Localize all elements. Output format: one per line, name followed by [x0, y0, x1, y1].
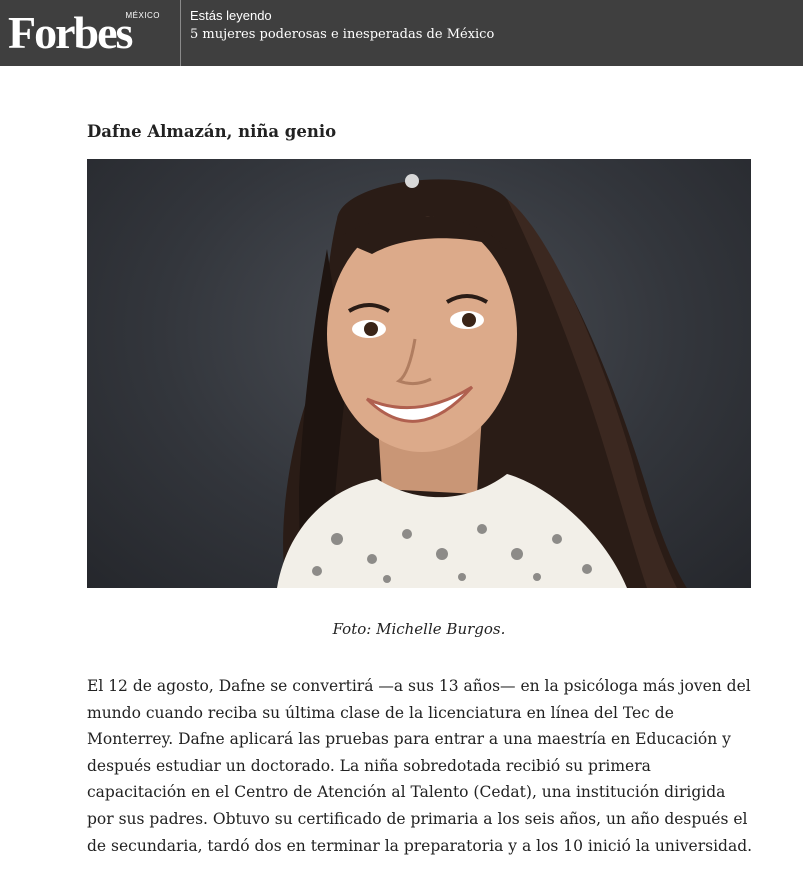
photo-caption: Foto: Michelle Burgos. — [332, 620, 506, 638]
header-divider — [180, 0, 181, 66]
paragraph-line: mundo cuando reciba su última clase de la licenciatura en línea del Tec de — [87, 703, 674, 722]
forbes-logo[interactable] — [8, 7, 168, 58]
article-paragraph — [87, 673, 767, 859]
paragraph-line: después estudiar un doctorado. La niña sobredotada recibió su primera — [87, 756, 651, 775]
paragraph-line: capacitación en el Centro de Atención al Talento (Cedat), una institución dirigida — [87, 783, 726, 802]
logo-wordmark: Forbes — [8, 7, 132, 58]
article-photo — [87, 159, 751, 588]
paragraph-line: de secundaria, tardó dos en terminar la preparatoria y a los 10 inició la universidad. — [87, 836, 753, 855]
section-heading: Dafne Almazán, niña genio — [87, 122, 337, 141]
paragraph-line: El 12 de agosto, Dafne se convertirá —a sus 13 años— en la psicóloga más joven del — [87, 677, 751, 695]
paragraph-line: por sus padres. Obtuvo su certificado de primaria a los seis años, un año después el — [87, 809, 748, 828]
paragraph-line: Monterrey. Dafne aplicará las pruebas para entrar a una maestría en Educación y — [87, 730, 731, 749]
logo-edition-label: MÉXICO — [125, 11, 160, 20]
now-reading-title-link[interactable]: 5 mujeres poderosas e inesperadas de México — [190, 27, 495, 42]
sticky-header — [0, 0, 803, 66]
now-reading-label: Estás leyendo — [190, 8, 272, 23]
